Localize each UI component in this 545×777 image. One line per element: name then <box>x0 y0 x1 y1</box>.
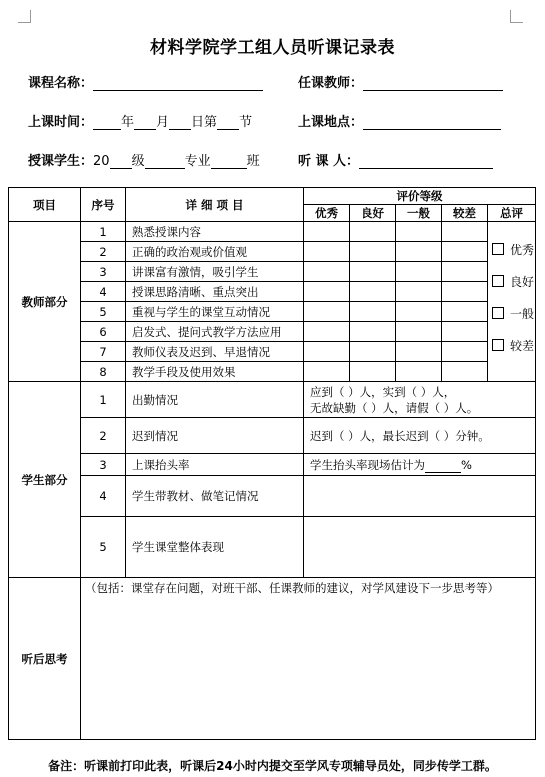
lateness-value[interactable]: 迟到（ ）人，最长迟到（ ）分钟。 <box>304 418 536 454</box>
row-no: 1 <box>81 382 126 418</box>
rating-header-overall: 总评 <box>488 205 536 222</box>
rating-cell[interactable] <box>442 302 488 322</box>
rating-cell[interactable] <box>350 222 396 242</box>
attendance-line-1: 应到（ ）人，实到（ ）人， <box>310 384 456 399</box>
students-major-field[interactable] <box>145 154 185 169</box>
attendance-value[interactable] <box>304 382 536 418</box>
reflection-field[interactable] <box>81 578 536 740</box>
row-no: 8 <box>81 362 126 382</box>
listener-row <box>298 150 493 169</box>
students-label: 授课学生： <box>28 154 94 169</box>
time-year-unit: 年 <box>121 115 135 130</box>
rating-cell[interactable] <box>350 282 396 302</box>
rating-cell[interactable] <box>304 282 350 302</box>
corner-mark-right <box>510 10 523 23</box>
col-header-item: 项目 <box>9 188 81 222</box>
section-reflection: 听后思考 <box>9 578 81 740</box>
time-label: 上课时间： <box>28 115 94 130</box>
rating-cell[interactable] <box>396 322 442 342</box>
row-no: 1 <box>81 222 126 242</box>
footer-note: 备注：听课前打印此表，听课后24小时内提交至学风专项辅导员处，同步传学工群。 <box>48 759 497 773</box>
rating-cell[interactable] <box>396 362 442 382</box>
rating-cell[interactable] <box>304 242 350 262</box>
rating-cell[interactable] <box>304 362 350 382</box>
rating-cell[interactable] <box>304 222 350 242</box>
row-detail: 学生课堂整体表现 <box>126 517 304 578</box>
rating-header-fair: 一般 <box>396 205 442 222</box>
location-label: 上课地点： <box>298 115 364 130</box>
rating-cell[interactable] <box>304 262 350 282</box>
teacher-row <box>298 72 503 91</box>
rating-cell[interactable] <box>442 342 488 362</box>
time-row <box>28 111 252 130</box>
rating-cell[interactable] <box>442 322 488 342</box>
teacher-label: 任课教师： <box>298 76 364 91</box>
option-label: 一般 <box>510 307 535 321</box>
location-field[interactable] <box>363 115 501 130</box>
row-detail: 重视与学生的课堂互动情况 <box>126 302 304 322</box>
time-day-field[interactable] <box>169 115 191 130</box>
location-row <box>298 111 501 130</box>
head-up-rate-value[interactable] <box>304 454 536 476</box>
rating-cell[interactable] <box>396 342 442 362</box>
rating-header-good: 良好 <box>350 205 396 222</box>
row-detail: 启发式、提问式教学方法应用 <box>126 322 304 342</box>
students-year-prefix: 20 <box>93 154 110 169</box>
row-no: 4 <box>81 476 126 517</box>
rating-cell[interactable] <box>350 262 396 282</box>
section-student: 学生部分 <box>9 382 81 578</box>
row-detail: 出勤情况 <box>126 382 304 418</box>
rating-cell[interactable] <box>442 262 488 282</box>
checkbox-icon <box>492 243 504 255</box>
row-no: 6 <box>81 322 126 342</box>
course-name-field[interactable] <box>93 76 263 91</box>
checkbox-icon <box>492 339 504 351</box>
row-detail: 熟悉授课内容 <box>126 222 304 242</box>
time-day-unit: 日第 <box>191 115 218 130</box>
option-label: 良好 <box>510 275 535 289</box>
rating-cell[interactable] <box>350 362 396 382</box>
textbook-notes-value[interactable] <box>304 476 536 517</box>
rating-cell[interactable] <box>396 302 442 322</box>
row-detail: 上课抬头率 <box>126 454 304 476</box>
row-no: 5 <box>81 517 126 578</box>
time-month-field[interactable] <box>134 115 156 130</box>
checkbox-icon <box>492 307 504 319</box>
evaluation-table <box>8 187 536 740</box>
overall-option-good[interactable] <box>488 266 535 298</box>
row-no: 3 <box>81 262 126 282</box>
head-up-rate-text: 学生抬头率现场估计为 <box>310 457 425 472</box>
rating-cell[interactable] <box>442 242 488 262</box>
rating-header-poor: 较差 <box>442 205 488 222</box>
option-label: 优秀 <box>510 243 535 257</box>
rating-cell[interactable] <box>442 282 488 302</box>
listener-field[interactable] <box>359 154 493 169</box>
rating-cell[interactable] <box>304 342 350 362</box>
rating-cell[interactable] <box>396 242 442 262</box>
students-class-field[interactable] <box>211 154 247 169</box>
listener-label: 听 课 人： <box>298 154 360 169</box>
row-detail: 授课思路清晰、重点突出 <box>126 282 304 302</box>
attendance-line-2: 无故缺勤（ ）人，请假（ ）人。 <box>310 400 479 415</box>
page-title: 材料学院学工组人员听课记录表 <box>150 38 395 58</box>
time-section-unit: 节 <box>239 115 253 130</box>
percent-sign: % <box>461 457 472 472</box>
course-name-label: 课程名称： <box>28 76 94 91</box>
reflection-hint: （包括：课堂存在问题，对班干部、任课教师的建议，对学风建设下一步思考等） <box>85 581 499 595</box>
row-detail: 正确的政治观或价值观 <box>126 242 304 262</box>
col-header-no: 序号 <box>81 188 126 222</box>
overall-option-fair[interactable] <box>488 298 535 330</box>
rating-cell[interactable] <box>350 322 396 342</box>
rating-cell[interactable] <box>350 342 396 362</box>
col-header-rating: 评价等级 <box>304 188 536 205</box>
overall-option-poor[interactable] <box>488 330 535 362</box>
overall-option-excellent[interactable] <box>488 234 535 266</box>
row-detail: 学生带教材、做笔记情况 <box>126 476 304 517</box>
time-month-unit: 月 <box>156 115 170 130</box>
checkbox-icon <box>492 275 504 287</box>
rating-cell[interactable] <box>442 222 488 242</box>
rating-cell[interactable] <box>396 282 442 302</box>
col-header-detail: 详 细 项 目 <box>126 188 304 222</box>
students-major-unit: 专业 <box>184 154 211 169</box>
rating-header-excellent: 优秀 <box>304 205 350 222</box>
rating-cell[interactable] <box>304 322 350 342</box>
row-no: 2 <box>81 242 126 262</box>
row-detail: 教师仪表及迟到、早退情况 <box>126 342 304 362</box>
students-class-unit: 班 <box>246 154 260 169</box>
time-year-field[interactable] <box>93 115 121 130</box>
rating-cell[interactable] <box>304 302 350 322</box>
students-year-field[interactable] <box>110 154 132 169</box>
head-up-rate-blank[interactable] <box>425 460 461 473</box>
time-section-field[interactable] <box>217 115 239 130</box>
row-no: 3 <box>81 454 126 476</box>
rating-cell[interactable] <box>396 262 442 282</box>
rating-cell[interactable] <box>350 302 396 322</box>
section-teacher: 教师部分 <box>9 222 81 382</box>
teacher-field[interactable] <box>363 76 503 91</box>
course-name-row <box>28 72 263 91</box>
corner-mark-left <box>18 10 31 23</box>
row-detail: 迟到情况 <box>126 418 304 454</box>
row-no: 4 <box>81 282 126 302</box>
row-detail: 讲课富有激情，吸引学生 <box>126 262 304 282</box>
students-grade-unit: 级 <box>131 154 145 169</box>
rating-cell[interactable] <box>396 222 442 242</box>
students-row <box>28 150 260 169</box>
row-no: 5 <box>81 302 126 322</box>
rating-cell[interactable] <box>350 242 396 262</box>
option-label: 较差 <box>510 339 535 353</box>
row-no: 2 <box>81 418 126 454</box>
rating-cell[interactable] <box>442 362 488 382</box>
overall-performance-value[interactable] <box>304 517 536 578</box>
row-detail: 教学手段及使用效果 <box>126 362 304 382</box>
overall-rating-cell <box>488 222 536 382</box>
row-no: 7 <box>81 342 126 362</box>
